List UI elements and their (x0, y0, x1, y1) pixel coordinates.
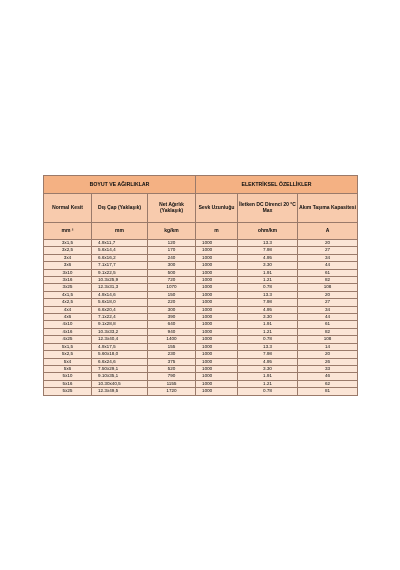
cell-outer-diameter: 7.50x29,1 (92, 365, 148, 372)
cell-outer-diameter: 5.6x18,0 (92, 299, 148, 306)
cell-net-weight: 500 (148, 269, 196, 276)
cell-net-weight: 640 (148, 321, 196, 328)
cell-outer-diameter: 10.30x40,5 (92, 380, 148, 387)
unit-header-row (44, 223, 358, 240)
cell-current-capacity: 26 (298, 358, 358, 365)
cell-shipping-length: 1000 (196, 343, 238, 350)
cell-dc-resistance: 4.95 (238, 306, 298, 313)
cell-cross-section: 4x16 (44, 328, 92, 335)
table-row (44, 351, 358, 358)
cell-cross-section: 3x6 (44, 262, 92, 269)
cell-current-capacity: 61 (298, 269, 358, 276)
table-row (44, 269, 358, 276)
cell-net-weight: 155 (148, 343, 196, 350)
cell-net-weight: 120 (148, 240, 196, 247)
cell-cross-section: 5x4 (44, 358, 92, 365)
cell-outer-diameter: 9.1x22,5 (92, 269, 148, 276)
cell-cross-section: 3x1,5 (44, 240, 92, 247)
cell-current-capacity: 44 (298, 262, 358, 269)
cell-shipping-length: 1000 (196, 351, 238, 358)
cell-cross-section: 3x10 (44, 269, 92, 276)
cell-net-weight: 375 (148, 358, 196, 365)
cell-net-weight: 220 (148, 299, 196, 306)
table-row (44, 343, 358, 350)
cell-cross-section: 4x2,5 (44, 299, 92, 306)
cell-shipping-length: 1000 (196, 240, 238, 247)
table-row (44, 328, 358, 335)
cell-net-weight: 940 (148, 328, 196, 335)
column-header-shipping-length: Sevk Uzunluğu (196, 194, 238, 223)
cell-net-weight: 1720 (148, 388, 196, 395)
cell-dc-resistance: 13.3 (238, 291, 298, 298)
cell-dc-resistance: 1.21 (238, 328, 298, 335)
table-body (44, 240, 358, 396)
cell-current-capacity: 20 (298, 240, 358, 247)
table-row (44, 277, 358, 284)
unit-current-capacity: A (298, 223, 358, 240)
cell-dc-resistance: 4.95 (238, 358, 298, 365)
cell-dc-resistance: 7.98 (238, 299, 298, 306)
cell-outer-diameter: 5.60x18,0 (92, 351, 148, 358)
cell-outer-diameter: 5.6x14,4 (92, 247, 148, 254)
cell-cross-section: 4x6 (44, 314, 92, 321)
cell-net-weight: 720 (148, 277, 196, 284)
cell-dc-resistance: 0.78 (238, 284, 298, 291)
cell-cross-section: 5x16 (44, 380, 92, 387)
cell-net-weight: 300 (148, 262, 196, 269)
cell-net-weight: 1155 (148, 380, 196, 387)
cell-dc-resistance: 3.30 (238, 365, 298, 372)
cell-outer-diameter: 4.9x11,7 (92, 240, 148, 247)
cell-cross-section: 4x10 (44, 321, 92, 328)
group-header-row (44, 176, 358, 194)
table-row (44, 262, 358, 269)
cell-current-capacity: 46 (298, 373, 358, 380)
cell-current-capacity: 20 (298, 291, 358, 298)
column-header-outer-diameter: Dış Çap (Yaklaşık) (92, 194, 148, 223)
table-row (44, 247, 358, 254)
cell-current-capacity: 27 (298, 299, 358, 306)
table-row (44, 365, 358, 372)
cell-shipping-length: 1000 (196, 269, 238, 276)
cell-shipping-length: 1000 (196, 247, 238, 254)
table-row (44, 314, 358, 321)
cell-outer-diameter: 12.3x49,5 (92, 388, 148, 395)
cell-current-capacity: 33 (298, 365, 358, 372)
cell-cross-section: 5x2,5 (44, 351, 92, 358)
table-row (44, 306, 358, 313)
table-row (44, 284, 358, 291)
cell-outer-diameter: 4.9x17,5 (92, 343, 148, 350)
cell-cross-section: 5x25 (44, 388, 92, 395)
cell-outer-diameter: 7.1x22,4 (92, 314, 148, 321)
cell-outer-diameter: 12.3x40,4 (92, 336, 148, 343)
table-row (44, 240, 358, 247)
cell-net-weight: 230 (148, 351, 196, 358)
cell-cross-section: 3x25 (44, 284, 92, 291)
cell-current-capacity: 108 (298, 284, 358, 291)
cell-net-weight: 240 (148, 254, 196, 261)
cell-shipping-length: 1000 (196, 291, 238, 298)
column-header-cross-section: Normal Kesit (44, 194, 92, 223)
table-row (44, 299, 358, 306)
cell-shipping-length: 1000 (196, 314, 238, 321)
cell-net-weight: 150 (148, 291, 196, 298)
cell-outer-diameter: 6.6x20,4 (92, 306, 148, 313)
cell-shipping-length: 1000 (196, 328, 238, 335)
cable-spec-sheet (43, 175, 357, 396)
cell-outer-diameter: 12.3x31,3 (92, 284, 148, 291)
table-row (44, 321, 358, 328)
table-row (44, 254, 358, 261)
cell-dc-resistance: 3.30 (238, 314, 298, 321)
cell-cross-section: 3x16 (44, 277, 92, 284)
cell-outer-diameter: 7.1x17,7 (92, 262, 148, 269)
table-row (44, 291, 358, 298)
cell-shipping-length: 1000 (196, 336, 238, 343)
cell-dc-resistance: 1.91 (238, 269, 298, 276)
cell-cross-section: 5x10 (44, 373, 92, 380)
cell-dc-resistance: 0.78 (238, 388, 298, 395)
cell-dc-resistance: 7.98 (238, 351, 298, 358)
cell-current-capacity: 61 (298, 321, 358, 328)
cell-current-capacity: 81 (298, 388, 358, 395)
cell-shipping-length: 1000 (196, 321, 238, 328)
cell-outer-diameter: 4.9x14,6 (92, 291, 148, 298)
table-row (44, 358, 358, 365)
cell-shipping-length: 1000 (196, 365, 238, 372)
cell-current-capacity: 82 (298, 328, 358, 335)
cell-dc-resistance: 1.91 (238, 321, 298, 328)
cell-outer-diameter: 6.6x24,6 (92, 358, 148, 365)
cell-current-capacity: 82 (298, 277, 358, 284)
cell-dc-resistance: 1.21 (238, 380, 298, 387)
cell-dc-resistance: 13.3 (238, 343, 298, 350)
cell-current-capacity: 34 (298, 254, 358, 261)
cell-shipping-length: 1000 (196, 277, 238, 284)
unit-cross-section: mm ² (44, 223, 92, 240)
cell-dc-resistance: 1.91 (238, 373, 298, 380)
cell-cross-section: 5x1,5 (44, 343, 92, 350)
cell-current-capacity: 20 (298, 351, 358, 358)
table-row (44, 388, 358, 395)
unit-outer-diameter: mm (92, 223, 148, 240)
cell-outer-diameter: 9.10x35,1 (92, 373, 148, 380)
cell-shipping-length: 1000 (196, 262, 238, 269)
cell-cross-section: 4x4 (44, 306, 92, 313)
cell-dc-resistance: 0.78 (238, 336, 298, 343)
cell-net-weight: 520 (148, 365, 196, 372)
cell-cross-section: 4x1,5 (44, 291, 92, 298)
cell-dc-resistance: 7.98 (238, 247, 298, 254)
cell-dc-resistance: 4.95 (238, 254, 298, 261)
column-header-net-weight: Net Ağırlık (Yaklaşık) (148, 194, 196, 223)
cell-shipping-length: 1000 (196, 358, 238, 365)
cell-outer-diameter: 9.1x28,8 (92, 321, 148, 328)
table-row (44, 373, 358, 380)
cell-current-capacity: 62 (298, 380, 358, 387)
cell-shipping-length: 1000 (196, 380, 238, 387)
cell-current-capacity: 27 (298, 247, 358, 254)
cell-cross-section: 3x4 (44, 254, 92, 261)
cell-outer-diameter: 10.3x25,9 (92, 277, 148, 284)
table-row (44, 336, 358, 343)
cell-current-capacity: 44 (298, 314, 358, 321)
cell-net-weight: 170 (148, 247, 196, 254)
cell-dc-resistance: 3.30 (238, 262, 298, 269)
unit-shipping-length: m (196, 223, 238, 240)
cell-net-weight: 790 (148, 373, 196, 380)
cell-net-weight: 300 (148, 306, 196, 313)
cell-current-capacity: 14 (298, 343, 358, 350)
column-header-current-capacity: Akım Taşıma Kapasitesi (298, 194, 358, 223)
cell-shipping-length: 1000 (196, 299, 238, 306)
group-header-electrical: ELEKTRİKSEL ÖZELLİKLER (196, 176, 358, 194)
cell-current-capacity: 34 (298, 306, 358, 313)
group-header-dimensions: BOYUT VE AĞIRLIKLAR (44, 176, 196, 194)
cell-shipping-length: 1000 (196, 284, 238, 291)
cell-current-capacity: 108 (298, 336, 358, 343)
cell-dc-resistance: 13.3 (238, 240, 298, 247)
column-header-dc-resistance: İletken DC Direnci 20 °C Max (238, 194, 298, 223)
table-row (44, 380, 358, 387)
cell-net-weight: 390 (148, 314, 196, 321)
cell-shipping-length: 1000 (196, 373, 238, 380)
cell-cross-section: 3x2,5 (44, 247, 92, 254)
cell-cross-section: 4x25 (44, 336, 92, 343)
unit-dc-resistance: ohm/km (238, 223, 298, 240)
cell-dc-resistance: 1.21 (238, 277, 298, 284)
cell-outer-diameter: 6.6x16,2 (92, 254, 148, 261)
unit-net-weight: kg/km (148, 223, 196, 240)
cell-shipping-length: 1000 (196, 388, 238, 395)
cell-net-weight: 1070 (148, 284, 196, 291)
column-header-row (44, 194, 358, 223)
cell-shipping-length: 1000 (196, 254, 238, 261)
cell-cross-section: 5x6 (44, 365, 92, 372)
cell-net-weight: 1400 (148, 336, 196, 343)
cell-outer-diameter: 10.3x33,2 (92, 328, 148, 335)
cable-spec-table (43, 175, 358, 396)
cell-shipping-length: 1000 (196, 306, 238, 313)
